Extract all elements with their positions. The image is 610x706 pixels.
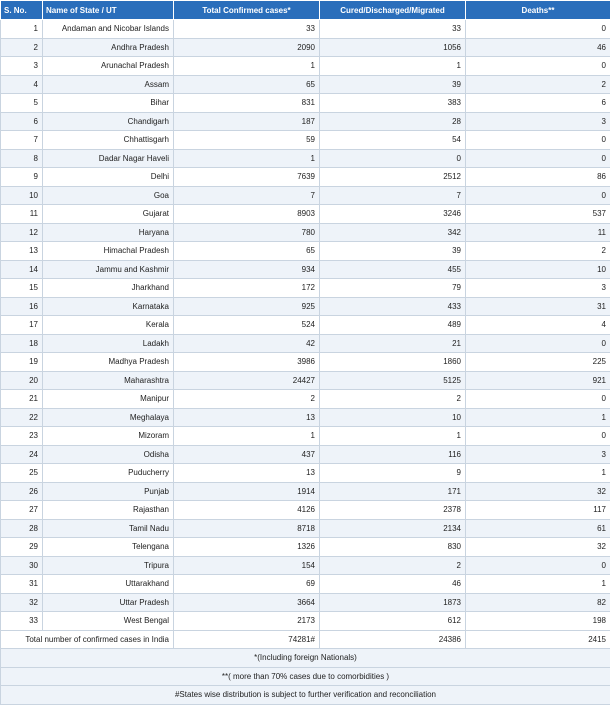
cell-state: Andhra Pradesh bbox=[43, 38, 174, 57]
table-row bbox=[1, 612, 610, 631]
cell-cured: 39 bbox=[320, 242, 466, 261]
cell-confirmed: 65 bbox=[174, 75, 320, 94]
cell-cured: 342 bbox=[320, 223, 466, 242]
header-confirmed: Total Confirmed cases* bbox=[174, 1, 320, 20]
note-row bbox=[1, 667, 610, 686]
cell-deaths: 11 bbox=[466, 223, 610, 242]
table-body bbox=[1, 20, 610, 705]
cell-confirmed: 7639 bbox=[174, 168, 320, 187]
table-row bbox=[1, 205, 610, 224]
cell-confirmed: 2090 bbox=[174, 38, 320, 57]
cell-confirmed: 934 bbox=[174, 260, 320, 279]
total-row bbox=[1, 630, 610, 649]
cell-deaths: 82 bbox=[466, 593, 610, 612]
cell-confirmed: 59 bbox=[174, 131, 320, 150]
cell-confirmed: 925 bbox=[174, 297, 320, 316]
cell-cured: 1873 bbox=[320, 593, 466, 612]
cell-deaths: 4 bbox=[466, 316, 610, 335]
cell-sno: 29 bbox=[1, 538, 43, 557]
cell-sno: 18 bbox=[1, 334, 43, 353]
cell-confirmed: 3986 bbox=[174, 353, 320, 372]
cell-deaths: 2 bbox=[466, 242, 610, 261]
cell-confirmed: 524 bbox=[174, 316, 320, 335]
cell-state: Tamil Nadu bbox=[43, 519, 174, 538]
total-label: Total number of confirmed cases in India bbox=[1, 630, 174, 649]
cell-state: Puducherry bbox=[43, 464, 174, 483]
cell-confirmed: 8903 bbox=[174, 205, 320, 224]
cell-deaths: 0 bbox=[466, 556, 610, 575]
cell-state: Uttarakhand bbox=[43, 575, 174, 594]
table-row bbox=[1, 371, 610, 390]
cell-sno: 4 bbox=[1, 75, 43, 94]
cell-state: Punjab bbox=[43, 482, 174, 501]
cell-deaths: 0 bbox=[466, 334, 610, 353]
cell-cured: 33 bbox=[320, 20, 466, 39]
table-row bbox=[1, 445, 610, 464]
table-row bbox=[1, 57, 610, 76]
table-row bbox=[1, 186, 610, 205]
cell-state: Jammu and Kashmir bbox=[43, 260, 174, 279]
cell-confirmed: 13 bbox=[174, 408, 320, 427]
cell-state: Rajasthan bbox=[43, 501, 174, 520]
table-row bbox=[1, 223, 610, 242]
cell-sno: 28 bbox=[1, 519, 43, 538]
header-state: Name of State / UT bbox=[43, 1, 174, 20]
cell-state: West Bengal bbox=[43, 612, 174, 631]
cell-state: Chhattisgarh bbox=[43, 131, 174, 150]
table-row bbox=[1, 260, 610, 279]
cell-deaths: 0 bbox=[466, 20, 610, 39]
total-confirmed: 74281# bbox=[174, 630, 320, 649]
cell-deaths: 0 bbox=[466, 131, 610, 150]
cell-cured: 383 bbox=[320, 94, 466, 113]
cell-state: Himachal Pradesh bbox=[43, 242, 174, 261]
cell-state: Arunachal Pradesh bbox=[43, 57, 174, 76]
cell-sno: 21 bbox=[1, 390, 43, 409]
cell-cured: 2 bbox=[320, 556, 466, 575]
cell-state: Haryana bbox=[43, 223, 174, 242]
cell-confirmed: 4126 bbox=[174, 501, 320, 520]
cell-sno: 1 bbox=[1, 20, 43, 39]
cell-deaths: 0 bbox=[466, 186, 610, 205]
table-row bbox=[1, 316, 610, 335]
table-row bbox=[1, 279, 610, 298]
table-row bbox=[1, 38, 610, 57]
cell-deaths: 2 bbox=[466, 75, 610, 94]
cell-cured: 39 bbox=[320, 75, 466, 94]
cell-state: Andaman and Nicobar Islands bbox=[43, 20, 174, 39]
cell-sno: 12 bbox=[1, 223, 43, 242]
cell-sno: 25 bbox=[1, 464, 43, 483]
cell-sno: 7 bbox=[1, 131, 43, 150]
cell-deaths: 86 bbox=[466, 168, 610, 187]
cell-state: Chandigarh bbox=[43, 112, 174, 131]
table-row bbox=[1, 427, 610, 446]
table-row bbox=[1, 556, 610, 575]
cell-deaths: 46 bbox=[466, 38, 610, 57]
cell-confirmed: 780 bbox=[174, 223, 320, 242]
table-row bbox=[1, 593, 610, 612]
footnote-verification: #States wise distribution is subject to further verification and reconciliation bbox=[1, 686, 610, 705]
cell-state: Kerala bbox=[43, 316, 174, 335]
cell-confirmed: 65 bbox=[174, 242, 320, 261]
note-row bbox=[1, 649, 610, 668]
table-row bbox=[1, 297, 610, 316]
cell-sno: 23 bbox=[1, 427, 43, 446]
cell-confirmed: 1 bbox=[174, 57, 320, 76]
cell-cured: 116 bbox=[320, 445, 466, 464]
cell-deaths: 117 bbox=[466, 501, 610, 520]
cell-sno: 24 bbox=[1, 445, 43, 464]
cell-cured: 9 bbox=[320, 464, 466, 483]
cell-deaths: 32 bbox=[466, 538, 610, 557]
cell-state: Tripura bbox=[43, 556, 174, 575]
cell-confirmed: 154 bbox=[174, 556, 320, 575]
cell-state: Odisha bbox=[43, 445, 174, 464]
cell-sno: 32 bbox=[1, 593, 43, 612]
cell-cured: 46 bbox=[320, 575, 466, 594]
cell-state: Manipur bbox=[43, 390, 174, 409]
cell-state: Madhya Pradesh bbox=[43, 353, 174, 372]
cell-cured: 2 bbox=[320, 390, 466, 409]
cell-deaths: 3 bbox=[466, 445, 610, 464]
cell-cured: 455 bbox=[320, 260, 466, 279]
cell-state: Meghalaya bbox=[43, 408, 174, 427]
cell-confirmed: 2173 bbox=[174, 612, 320, 631]
cell-sno: 30 bbox=[1, 556, 43, 575]
cell-state: Jharkhand bbox=[43, 279, 174, 298]
cell-deaths: 1 bbox=[466, 408, 610, 427]
cell-deaths: 10 bbox=[466, 260, 610, 279]
cell-state: Maharashtra bbox=[43, 371, 174, 390]
cell-state: Ladakh bbox=[43, 334, 174, 353]
cell-state: Gujarat bbox=[43, 205, 174, 224]
cell-cured: 171 bbox=[320, 482, 466, 501]
header-row bbox=[1, 1, 610, 20]
table-row bbox=[1, 575, 610, 594]
table-row bbox=[1, 501, 610, 520]
cell-state: Dadar Nagar Haveli bbox=[43, 149, 174, 168]
table-row bbox=[1, 390, 610, 409]
cell-confirmed: 1 bbox=[174, 149, 320, 168]
cell-state: Delhi bbox=[43, 168, 174, 187]
cell-deaths: 0 bbox=[466, 57, 610, 76]
cell-deaths: 0 bbox=[466, 149, 610, 168]
cell-deaths: 1 bbox=[466, 575, 610, 594]
table-row bbox=[1, 519, 610, 538]
cell-confirmed: 7 bbox=[174, 186, 320, 205]
cell-state: Karnataka bbox=[43, 297, 174, 316]
total-cured: 24386 bbox=[320, 630, 466, 649]
cell-sno: 20 bbox=[1, 371, 43, 390]
footnote-comorbidities: **( more than 70% cases due to comorbidities ) bbox=[1, 667, 610, 686]
cell-deaths: 31 bbox=[466, 297, 610, 316]
cell-cured: 1 bbox=[320, 57, 466, 76]
cell-deaths: 32 bbox=[466, 482, 610, 501]
cell-cured: 54 bbox=[320, 131, 466, 150]
cell-deaths: 1 bbox=[466, 464, 610, 483]
cell-cured: 0 bbox=[320, 149, 466, 168]
header-deaths: Deaths** bbox=[466, 1, 610, 20]
cell-confirmed: 69 bbox=[174, 575, 320, 594]
table-row bbox=[1, 94, 610, 113]
cell-cured: 1860 bbox=[320, 353, 466, 372]
cell-sno: 19 bbox=[1, 353, 43, 372]
cell-confirmed: 831 bbox=[174, 94, 320, 113]
cell-sno: 14 bbox=[1, 260, 43, 279]
cell-state: Assam bbox=[43, 75, 174, 94]
cell-confirmed: 33 bbox=[174, 20, 320, 39]
cell-deaths: 0 bbox=[466, 390, 610, 409]
cell-cured: 612 bbox=[320, 612, 466, 631]
cell-cured: 489 bbox=[320, 316, 466, 335]
cell-confirmed: 1326 bbox=[174, 538, 320, 557]
table-row bbox=[1, 131, 610, 150]
cell-sno: 13 bbox=[1, 242, 43, 261]
cell-sno: 27 bbox=[1, 501, 43, 520]
cell-cured: 2378 bbox=[320, 501, 466, 520]
cell-confirmed: 437 bbox=[174, 445, 320, 464]
cell-confirmed: 8718 bbox=[174, 519, 320, 538]
cell-cured: 2512 bbox=[320, 168, 466, 187]
cell-confirmed: 42 bbox=[174, 334, 320, 353]
cell-state: Bihar bbox=[43, 94, 174, 113]
table-row bbox=[1, 75, 610, 94]
cell-sno: 8 bbox=[1, 149, 43, 168]
cell-deaths: 0 bbox=[466, 427, 610, 446]
cell-confirmed: 13 bbox=[174, 464, 320, 483]
cell-sno: 10 bbox=[1, 186, 43, 205]
cell-cured: 3246 bbox=[320, 205, 466, 224]
cell-cured: 79 bbox=[320, 279, 466, 298]
cell-cured: 28 bbox=[320, 112, 466, 131]
footnote-foreign: *(Including foreign Nationals) bbox=[1, 649, 610, 668]
cell-cured: 5125 bbox=[320, 371, 466, 390]
cell-cured: 1056 bbox=[320, 38, 466, 57]
cell-confirmed: 1914 bbox=[174, 482, 320, 501]
cell-deaths: 921 bbox=[466, 371, 610, 390]
total-deaths: 2415 bbox=[466, 630, 610, 649]
cell-cured: 2134 bbox=[320, 519, 466, 538]
header-cured: Cured/Discharged/Migrated bbox=[320, 1, 466, 20]
cell-confirmed: 2 bbox=[174, 390, 320, 409]
table-row bbox=[1, 112, 610, 131]
cell-deaths: 537 bbox=[466, 205, 610, 224]
table-row bbox=[1, 149, 610, 168]
cell-state: Mizoram bbox=[43, 427, 174, 446]
cell-deaths: 225 bbox=[466, 353, 610, 372]
table-row bbox=[1, 538, 610, 557]
table-row bbox=[1, 242, 610, 261]
cell-sno: 2 bbox=[1, 38, 43, 57]
cell-sno: 33 bbox=[1, 612, 43, 631]
cell-sno: 26 bbox=[1, 482, 43, 501]
cell-deaths: 61 bbox=[466, 519, 610, 538]
cell-sno: 5 bbox=[1, 94, 43, 113]
cell-state: Telengana bbox=[43, 538, 174, 557]
cell-sno: 3 bbox=[1, 57, 43, 76]
table-row bbox=[1, 353, 610, 372]
cell-cured: 433 bbox=[320, 297, 466, 316]
cell-confirmed: 187 bbox=[174, 112, 320, 131]
table-row bbox=[1, 464, 610, 483]
cell-confirmed: 172 bbox=[174, 279, 320, 298]
cell-cured: 7 bbox=[320, 186, 466, 205]
cell-sno: 15 bbox=[1, 279, 43, 298]
cell-sno: 11 bbox=[1, 205, 43, 224]
cell-sno: 16 bbox=[1, 297, 43, 316]
cell-confirmed: 24427 bbox=[174, 371, 320, 390]
cell-confirmed: 1 bbox=[174, 427, 320, 446]
cell-sno: 31 bbox=[1, 575, 43, 594]
cell-deaths: 3 bbox=[466, 112, 610, 131]
cell-cured: 830 bbox=[320, 538, 466, 557]
table-row bbox=[1, 20, 610, 39]
cell-confirmed: 3664 bbox=[174, 593, 320, 612]
table-row bbox=[1, 334, 610, 353]
cell-deaths: 6 bbox=[466, 94, 610, 113]
cell-sno: 17 bbox=[1, 316, 43, 335]
cell-cured: 21 bbox=[320, 334, 466, 353]
cell-state: Goa bbox=[43, 186, 174, 205]
header-sno: S. No. bbox=[1, 1, 43, 20]
cell-deaths: 198 bbox=[466, 612, 610, 631]
cell-sno: 22 bbox=[1, 408, 43, 427]
cell-deaths: 3 bbox=[466, 279, 610, 298]
cell-sno: 9 bbox=[1, 168, 43, 187]
cell-state: Uttar Pradesh bbox=[43, 593, 174, 612]
table-row bbox=[1, 168, 610, 187]
cell-sno: 6 bbox=[1, 112, 43, 131]
table-row bbox=[1, 482, 610, 501]
cell-cured: 10 bbox=[320, 408, 466, 427]
cell-cured: 1 bbox=[320, 427, 466, 446]
table-row bbox=[1, 408, 610, 427]
note-row bbox=[1, 686, 610, 705]
